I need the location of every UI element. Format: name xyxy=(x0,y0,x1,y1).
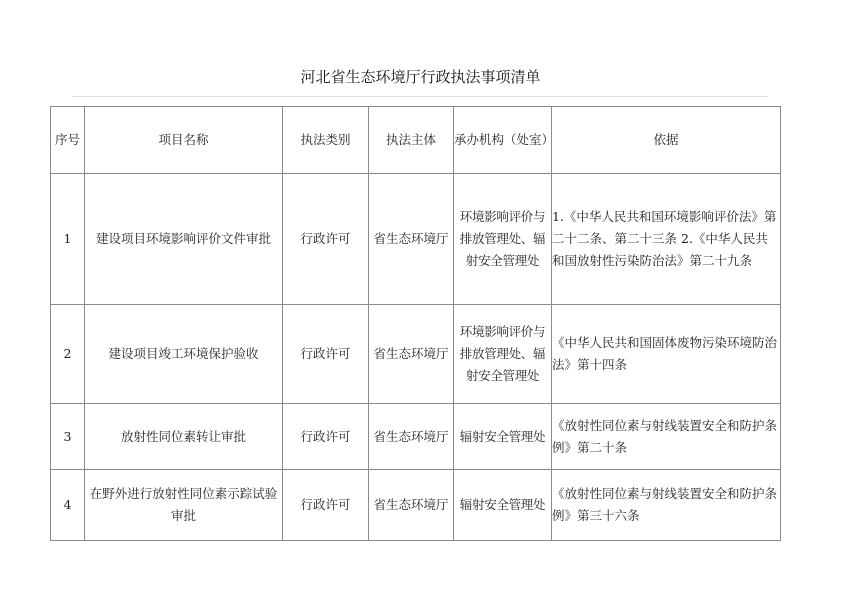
table-row xyxy=(51,174,781,305)
cell-index: 2 xyxy=(51,305,85,404)
cell-category: 行政许可 xyxy=(283,470,369,541)
cell-category: 行政许可 xyxy=(283,305,369,404)
table-row xyxy=(51,305,781,404)
page-title: 河北省生态环境厅行政执法事项清单 xyxy=(300,68,541,86)
cell-office: 环境影响评价与排放管理处、辐射安全管理处 xyxy=(454,305,552,404)
cell-index: 3 xyxy=(51,404,85,470)
cell-basis: 《放射性同位素与射线装置安全和防护条例》第三十六条 xyxy=(552,470,781,541)
cell-office: 环境影响评价与排放管理处、辐射安全管理处 xyxy=(454,174,552,305)
cell-item-name: 建设项目环境影响评价文件审批 xyxy=(85,174,283,305)
header-category: 执法类别 xyxy=(283,107,369,174)
cell-basis: 《放射性同位素与射线装置安全和防护条例》第二十条 xyxy=(552,404,781,470)
table-header-row xyxy=(51,107,781,174)
cell-office: 辐射安全管理处 xyxy=(454,470,552,541)
cell-item-name: 放射性同位素转让审批 xyxy=(85,404,283,470)
cell-subject: 省生态环境厅 xyxy=(369,305,454,404)
table-row xyxy=(51,470,781,541)
cell-basis: 《中华人民共和国固体废物污染环境防治法》第十四条 xyxy=(552,305,781,404)
cell-category: 行政许可 xyxy=(283,174,369,305)
title-divider xyxy=(72,96,768,97)
cell-index: 4 xyxy=(51,470,85,541)
cell-index: 1 xyxy=(51,174,85,305)
cell-category: 行政许可 xyxy=(283,404,369,470)
cell-office: 辐射安全管理处 xyxy=(454,404,552,470)
header-office: 承办机构（处室） xyxy=(454,107,552,174)
cell-item-name: 在野外进行放射性同位素示踪试验审批 xyxy=(85,470,283,541)
cell-subject: 省生态环境厅 xyxy=(369,174,454,305)
enforcement-items-table xyxy=(50,106,781,541)
cell-subject: 省生态环境厅 xyxy=(369,470,454,541)
cell-basis: 1.《中华人民共和国环境影响评价法》第二十二条、第二十三条 2.《中华人民共和国放射性污染防治法》第二十九条 xyxy=(552,174,781,305)
cell-item-name: 建设项目竣工环境保护验收 xyxy=(85,305,283,404)
header-index: 序号 xyxy=(51,107,85,174)
header-basis: 依据 xyxy=(552,107,781,174)
header-item-name: 项目名称 xyxy=(85,107,283,174)
table-row xyxy=(51,404,781,470)
header-subject: 执法主体 xyxy=(369,107,454,174)
cell-subject: 省生态环境厅 xyxy=(369,404,454,470)
